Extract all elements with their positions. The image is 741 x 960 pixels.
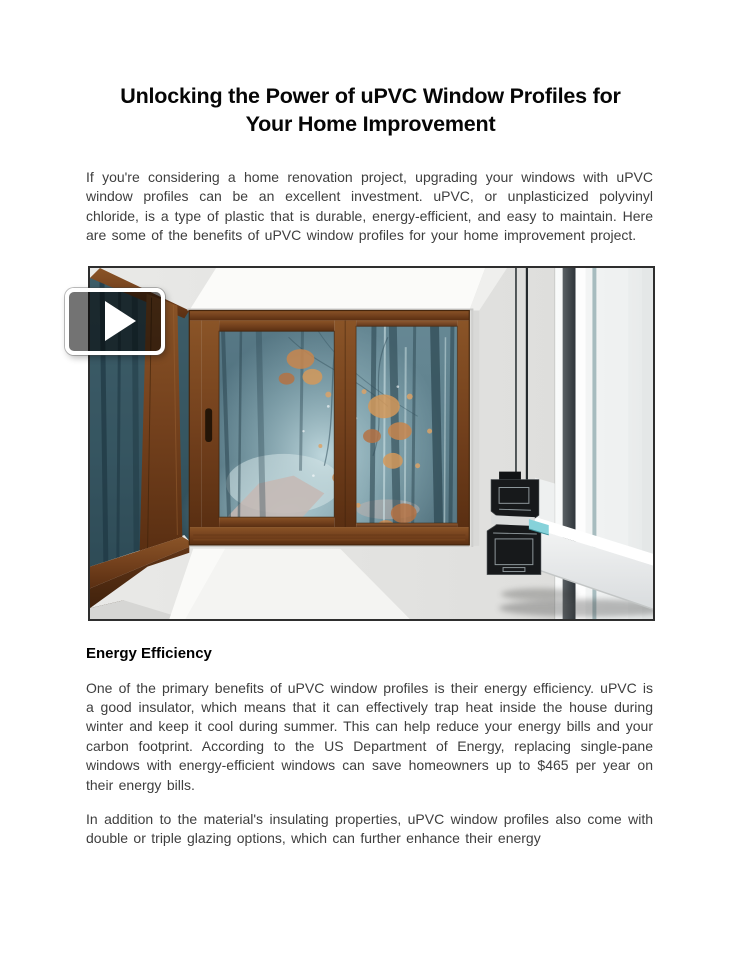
intro-paragraph: If you're considering a home renovation project, upgrading your windows with uPVC window profiles can be an excellent investment. uPVC, or unplasticized polyvinyl chloride, is a type of plastic that is durable, energy-efficient, and easy to maintain. Here are some of the benefits of uPVC window profiles for your home improvement project. bbox=[86, 169, 653, 244]
play-button[interactable] bbox=[65, 288, 165, 355]
section-heading: Energy Efficiency bbox=[86, 644, 212, 662]
page-title-line-2: Your Home Improvement bbox=[245, 112, 496, 136]
section-paragraph-1: One of the primary benefits of uPVC window profiles is their energy efficiency. uPVC is a good insulator, which means that it can effectively trap heat inside the house during winter and keep it cool during summer. This can help reduce your energy bills and your carbon footprint. According to the US Department of Energy, replacing single-pane windows with energy-efficient windows can save homeowners up to $465 per year on their energy bills. bbox=[86, 679, 653, 793]
page-title bbox=[20, 82, 721, 138]
play-icon bbox=[105, 301, 136, 341]
window-photo-illustration bbox=[90, 268, 653, 619]
page-title-line-1: Unlocking the Power of uPVC Window Profiles for bbox=[120, 84, 621, 108]
video-thumbnail[interactable] bbox=[88, 266, 655, 621]
section-paragraph-2: In addition to the material's insulating properties, uPVC window profiles also come with double or triple glazing options, which can further enhance their energy bbox=[86, 811, 653, 847]
